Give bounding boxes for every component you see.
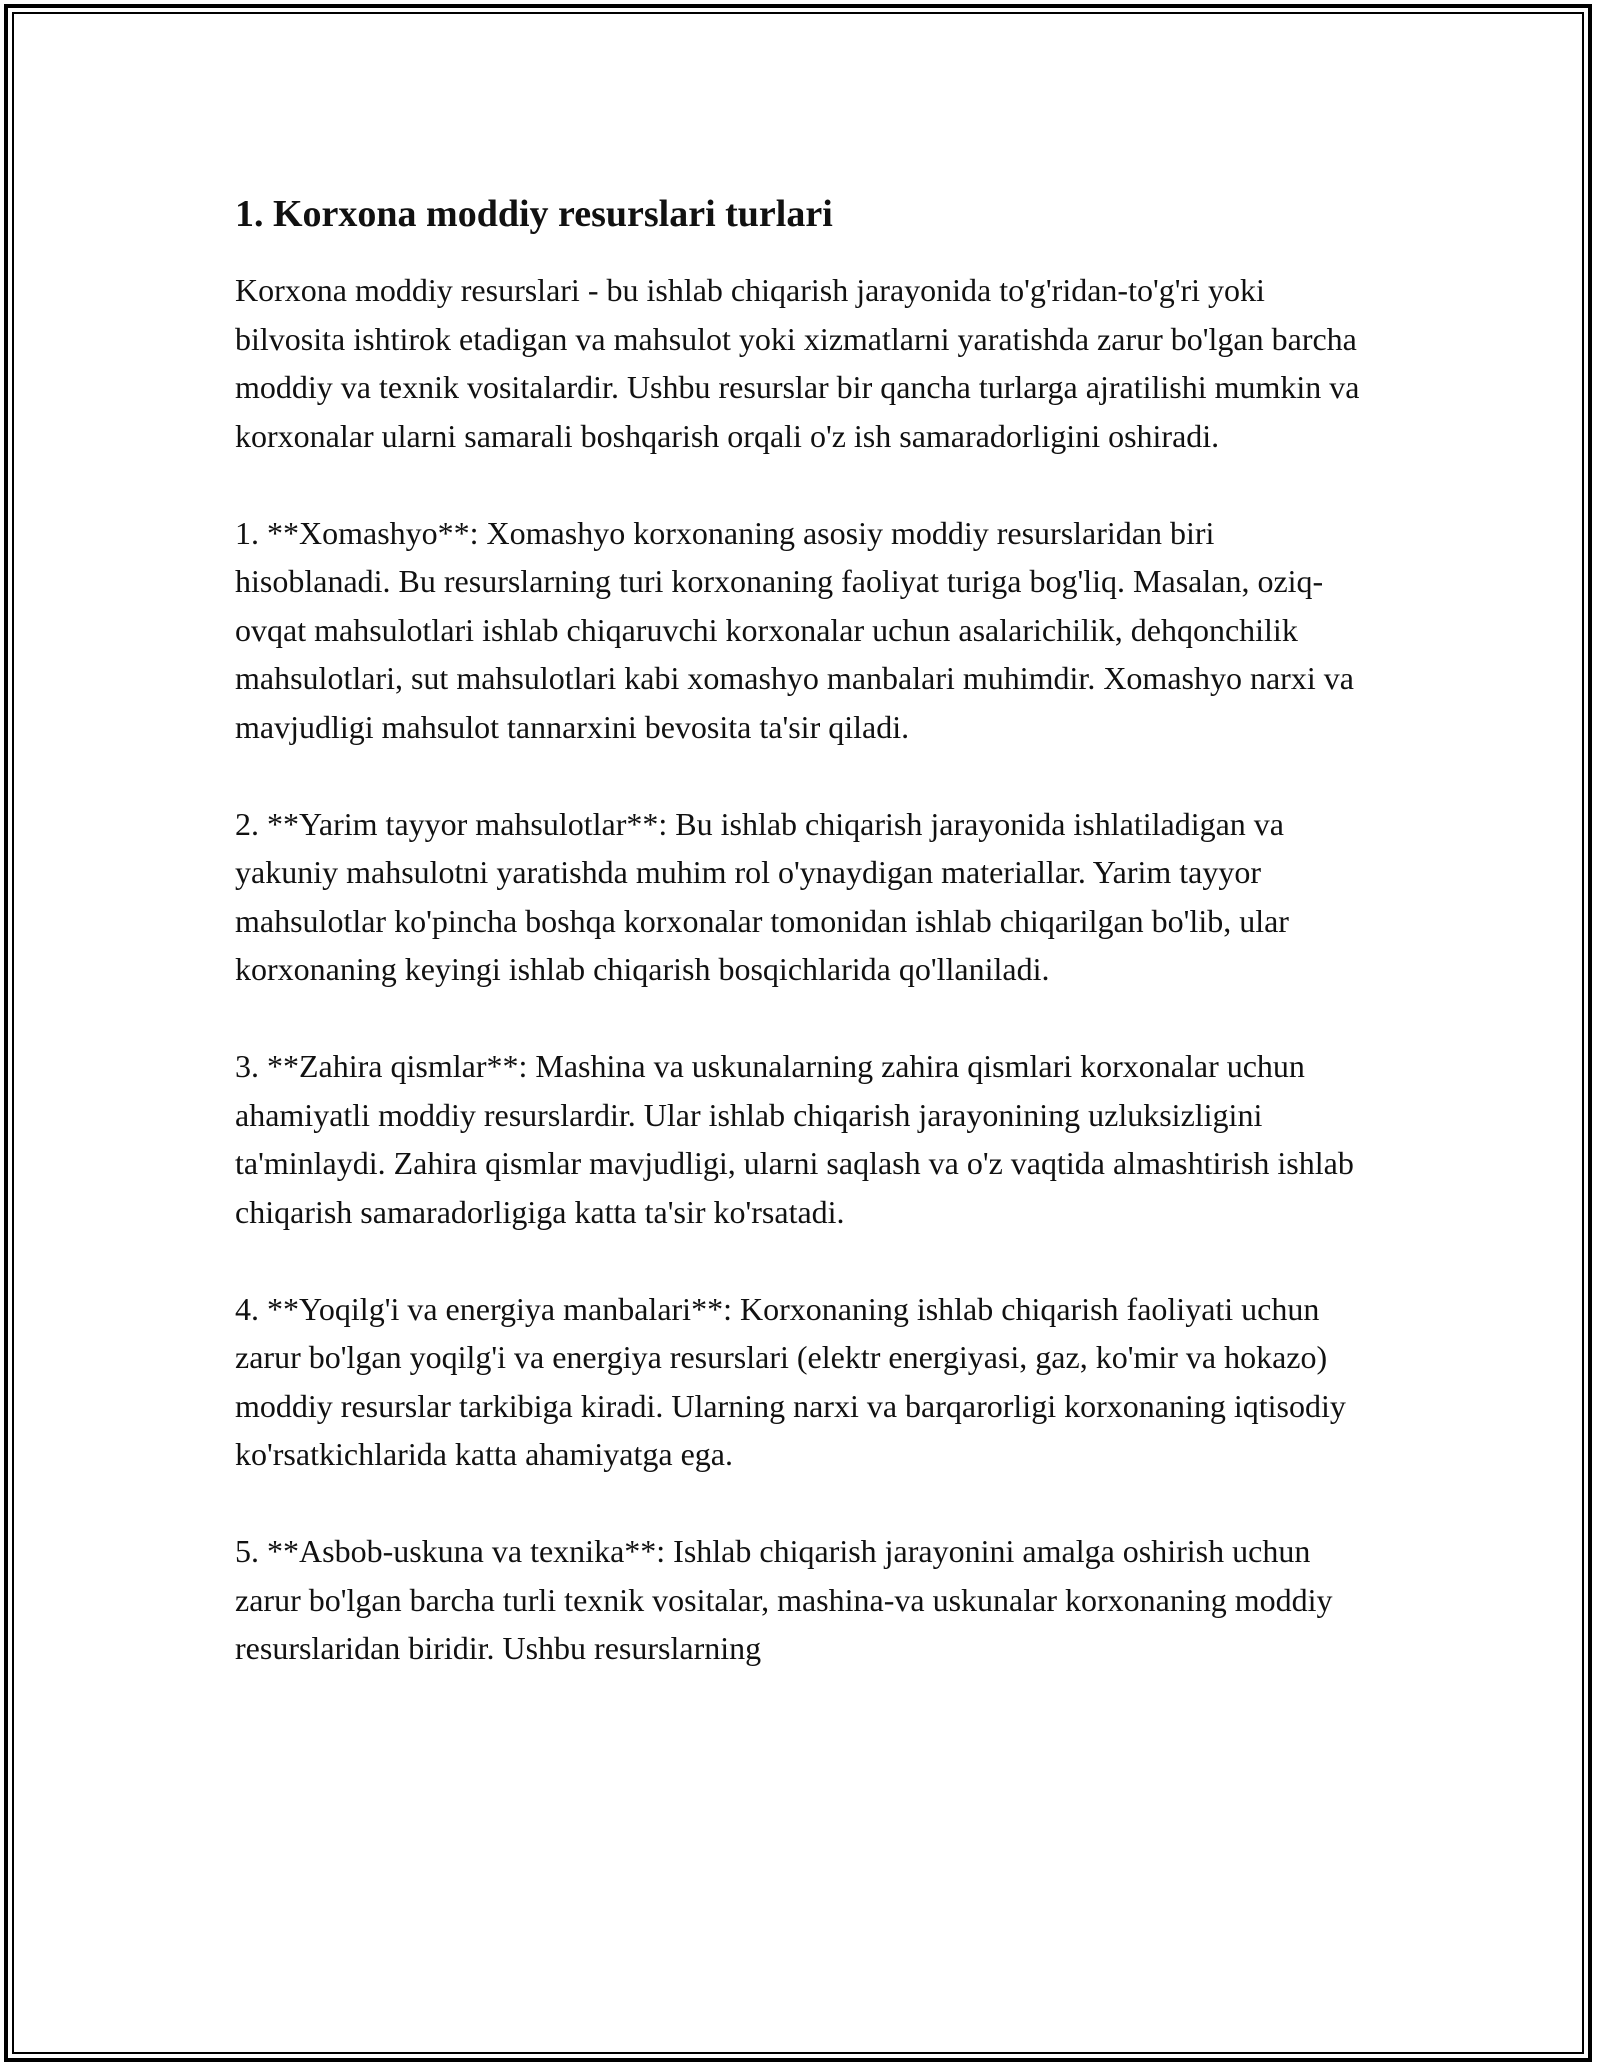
paragraph-asbob-uskuna: 5. **Asbob-uskuna va texnika**: Ishlab chiqarish jarayonini amalga oshirish uchun zarur bo'lgan barcha turli texnik vositalar, mashina-va uskunalar korxonaning moddiy resurslaridan biridir. Ushbu resurslarning xyxy=(235,1533,1333,1666)
paragraph-zahira-qismlar: 3. **Zahira qismlar**: Mashina va uskunalarning zahira qismlari korxonalar uchun ahamiyatli moddiy resurslardir. Ular ishlab chiqarish jarayonining uzluksizligini ta'minlaydi. Zahira qismlar mavjudligi, ularni saqlash va o'z vaqtida almashtirish ishlab chiqarish samaradorligiga katta ta'sir ko'rsatadi. xyxy=(235,1048,1354,1230)
paragraph-yoqilgi-energiya: 4. **Yoqilg'i va energiya manbalari**: Korxonaning ishlab chiqarish faoliyati uchun zarur bo'lgan yoqilg'i va energiya resurslari (elektr energiyasi, gaz, ko'mir va hokazo) moddiy resurslar tarkibiga kiradi. Ularning narxi va barqarorligi korxonaning iqtisodiy ko'rsatkichlarida katta ahamiyatga ega. xyxy=(235,1290,1346,1472)
paragraph-xomashyo: 1. **Xomashyo**: Xomashyo korxonaning asosiy moddiy resurslaridan biri hisoblanadi. Bu resurslarning turi korxonaning faoliyat turiga bog'liq. Masalan, oziq-ovqat mahsulotlari ishlab chiqaruvchi korxonalar uchun asalarichilik, dehqonchilik mahsulotlari, sut mahsulotlari kabi xomashyo manbalari muhimdir. Xomashyo narxi va mavjudligi mahsulot tannarxini bevosita ta'sir qiladi. xyxy=(235,514,1354,745)
paragraph-yarim-tayyor: 2. **Yarim tayyor mahsulotlar**: Bu ishlab chiqarish jarayonida ishlatiladigan va yakuniy mahsulotni yaratishda muhim rol o'ynaydigan materiallar. Yarim tayyor mahsulotlar ko'pincha boshqa korxonalar tomonidan ishlab chiqarilgan bo'lib, ular korxonaning keyingi ishlab chiqarish bosqichlarida qo'llaniladi. xyxy=(235,805,1289,987)
section-heading: 1. Korxona moddiy resurslari turlari xyxy=(235,193,833,235)
intro-paragraph: Korxona moddiy resurslari - bu ishlab chiqarish jarayonida to'g'ridan-to'g'ri yoki bilvosita ishtirok etadigan va mahsulot yoki xizmatlarni yaratishda zarur bo'lgan barcha moddiy va texnik vositalardir. Ushbu resurslar bir qancha turlarga ajratilishi mumkin va korxonalar ularni samarali boshqarish orqali o'z ish samaradorligini oshiradi. xyxy=(235,272,1360,454)
document-body xyxy=(235,186,1375,1673)
